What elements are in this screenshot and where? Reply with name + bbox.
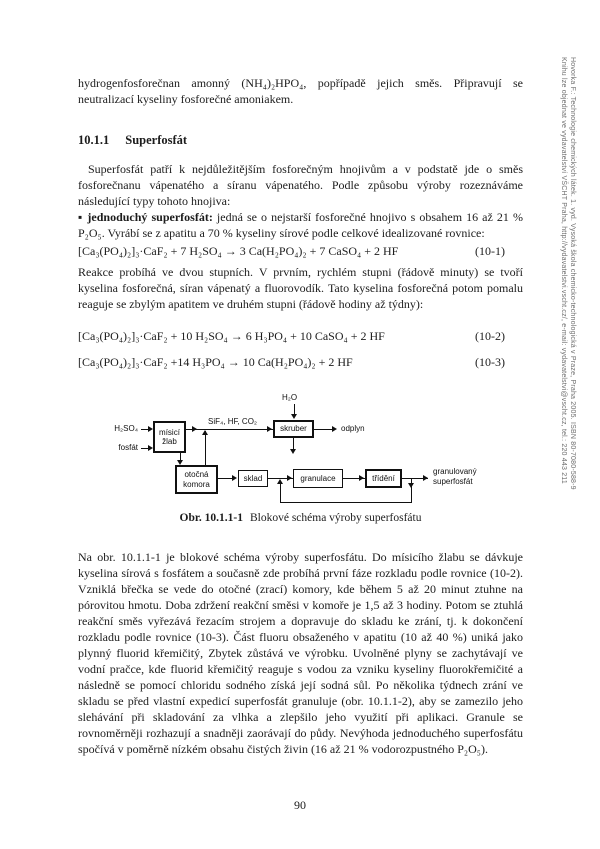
mixer-label-line1: mísicí [159,427,180,437]
gas-line [186,429,273,430]
h2so4-label: H₂SO₄ [114,424,138,433]
storage-label: sklad [243,473,263,483]
intro-paragraph: hydrogenfosforečnan amonný (NH₄)₂HPO₄, popřípadě jejich směs. Připravují se neutralizací kyseliny fosforečné amoniakem. [78,76,523,106]
scrubber-box [273,420,314,438]
equation-number: (10-2) [475,329,505,343]
figure-caption [78,511,523,525]
chamber-label-line2: komora [183,479,210,489]
flow-arrow-right-icon [267,426,272,432]
flow-line [314,429,333,430]
scrubber-label: skruber [280,424,307,434]
equation-number: (10-3) [475,355,505,369]
flow-arrow-down-icon [290,449,296,454]
flow-arrow-up-icon [277,479,283,484]
book-page: hydrogenfosforečnan amonný (NH₄)₂HPO₄, popřípadě jejich směs. Připravují se neutralizací kyseliny fosforečné amoniakem. 10.1.1 Superfosfát Superfosfát patří k nejdůležitějším fosforečným hnojivům a v podstatě jde o směs fosforečnanu vápenatého a síranu vápenatého. Podle způsobu výroby rozeznáváme následující typy tohoto hnojiva: ▪ jednoduchý superfosfát: jedná se o nejstarší fosforečné hnojivo s obsahem 16 až 21 % P₂O₅. Vyrábí se z apatitu a 70 % kyseliny sírové podle celkové idealizované rovnice: [Ca₃(PO₄)₂]₃·CaF₂ + 7 H₂SO₄ → 3 Ca(H₂PO₄)₂ + 7 CaSO₄ + 2 HF (10-1) Reakce probíhá ve dvou stupních. V prvním, rychlém stupni (řádově minuty) se tvoří kyselina fosforečná, síran vápenatý a fluorovodík. Tato kyselina fosforečná potom pomalu reaguje se zbylým apatitem ve druhém stupni (řádově hodiny až týdny): [Ca₃(PO₄)₂]₃·CaF₂ + 10 H₂SO₄ → 6 H₃PO₄ + 10 CaSO₄ + 2 HF (10-2) [Ca₃(PO₄)₂]₃·CaF₂ +14 H₃PO₄ → 10 Ca(H₂PO₄)₂ + 2 HF (10-3) H₂SO₄ fosfát mísicí žlab SiF₄, HF, CO₂ H₂O skruber odplyn otočná komora sklad granulace třídění granulovaný superfosfát Obr. 10.1.1-1 Blokové schéma výroby superfosfátu Na obr. 10.1.1-1 je blokové schéma výroby superfosfátu. Do mísicího žlabu se dávkuje kyselina sírová s fosfátem a současně zde probíhá první fáze rozkladu podle rovnice (10-2). Vzniklá břečka se vede do otočné (zrací) komory, kde během 5 až 20 minut ztuhne na pórovitou hmotu. Doba zdržení reakční směsi v komoře je 1,5 až 3 hodiny. Potom se ztuhlá reakční směs vyřezává řezacím strojem a dopravuje do skladu ke zrání, tj. k dokončení rozkladu podle rovnice (10-3). Část fluoru obsaženého v apatitu (10 až 40 %) uniká jako plynný fluorid křemičitý, Zbytek zůstává ve výrobku. Uvolněné plyny se zachytávají ve vodní pračce, kde fluorid křemičitý reaguje s vodou za vzniku kyseliny fluorokřemičité a následně se pomocí chloridu sodného získá její sodná sůl. Po několika týdnech zrání ve skladu se před vlastní expedicí superfosfát granuluje (obr. 10.1.1-2), aby se zamezilo jeho slehávání při skladování za vlhka a zlepšilo jeho využití při aplikaci. Granule se rovnoměrněji rozhazují a snadněji zaorávají do půdy. Nevýhoda jednoduchého superfosfátu spočívá v poměrně nízkém obsahu čistých živin (16 až 21 % vodorozpustného P₂O₅). 90 Hovorka F.: Technologie chemických látek. 1. vyd. Vysoká škola chemicko-technologická v Praze, Praha 2005. ISBN 80-7080-588-9 Knihu lze objednat ve vydavatelství VŠCHT Praha, http://vydavatelstvi.vscht.cz/, e-mail: vydavatelstvi@vscht.cz, tel.: 220 443 211 [0,0,600,849]
screening-box [365,469,402,488]
h2o-label: H₂O [282,393,298,402]
gas-riser-line [205,431,206,465]
mixer-label-line2: žlab [162,437,177,446]
screening-label: třídění [372,473,395,483]
gas-stream-label: SiF₄, HF, CO₂ [208,417,258,426]
figure-caption-text: Blokové schéma výroby superfosfátu [249,512,422,524]
fosfat-label: fosfát [118,443,138,452]
section-title: Superfosfát [125,133,188,147]
figure-caption-label: Obr. 10.1.1-1 [179,512,243,524]
equation-formula: [Ca₃(PO₄)₂]₃·CaF₂ +14 H₃PO₄ → 10 Ca(H₂PO₄)₂ + 2 HF [78,355,353,369]
equation-number: (10-1) [475,244,505,258]
flow-arrow-down-icon [291,414,297,419]
recycle-line [280,502,412,503]
equation-formula: [Ca₃(PO₄)₂]₃·CaF₂ + 10 H₂SO₄ → 6 H₃PO₄ + 10 CaSO₄ + 2 HF [78,329,385,343]
flow-arrow-right-icon [332,426,337,432]
flow-arrow-up-icon [202,430,208,435]
product-label [433,467,477,486]
chamber-label-line1: otočná [184,470,209,479]
bullet-label: ▪ jednoduchý superfosfát: [78,210,213,224]
flow-arrow-down-icon [408,483,414,488]
recycle-line [280,481,281,503]
product-label-line2: superfosfát [433,476,473,486]
page-number: 90 [294,798,306,812]
bullet-text: jedná se o nejstarší fosforečné hnojivo s obsahem 16 až 21 % P₂O₅. Vyrábí se z apatitu a 70 % kyseliny sírové podle celkové idealizované rovnice: [78,210,523,240]
flow-arrow-right-icon [232,475,237,481]
equation-formula: [Ca₃(PO₄)₂]₃·CaF₂ + 7 H₂SO₄ → 3 Ca(H₂PO₄)₂ + 7 CaSO₄ + 2 HF [78,244,399,258]
flow-arrow-right-icon [359,475,364,481]
flow-arrow-right-icon [287,475,292,481]
flow-arrow-right-icon [192,426,197,432]
section-number: 10.1.1 [78,133,110,147]
storage-box [238,470,268,487]
chamber-box [175,465,218,494]
description-paragraph: Na obr. 10.1.1-1 je blokové schéma výroby superfosfátu. Do mísicího žlabu se dávkuje kyselina sírová s fosfátem a současně zde probíhá první fáze rozkladu podle rovnice (10-2). Vzniklá břečka se vede do otočné (zrací) komory, kde během 5 až 20 minut ztuhne na pórovitou hmotu. Doba zdržení reakční směsi v komoře je 1,5 až 3 hodiny. Potom se ztuhlá reakční směs vyřezává řezacím strojem a dopravuje do skladu ke zrání, tj. k dokončení rozkladu podle rovnice (10-3). Část fluoru obsaženého v apatitu (10 až 40 %) uniká jako plynný fluorid křemičitý, Zbytek zůstává ve výrobku. Uvolněné plyny se zachytávají ve vodní pračce, kde fluorid křemičitý reaguje s vodou za vzniku kyseliny fluorokřemičité a následně se pomocí chloridu sodného získá její sodná sůl. Po několika týdnech zrání ve skladu se před vlastní expedicí superfosfát granuluje (obr. 10.1.1-2), aby se zamezilo jeho slehávání při skladování za vlhka a zlepšilo jeho využití při aplikaci. Granule se rovnoměrněji rozhazují a snadněji zaorávají do půdy. Nevýhoda jednoduchého superfosfátu spočívá v poměrně nízkém obsahu čistých živin (16 až 21 % vodorozpustného P₂O₅). [78,550,523,756]
flow-arrow-right-icon [423,475,428,481]
mixer-box [153,421,186,453]
reaction-paragraph: Reakce probíhá ve dvou stupních. V prvním, rychlém stupni (řádově minuty) se tvoří kyselina fosforečná, síran vápenatý a fluorovodík. Tato kyselina fosforečná potom pomalu reaguje se zbylým apatitem ve druhém stupni (řádově hodiny až týdny): [78,265,523,311]
description-block [78,549,523,757]
granulation-box [293,469,343,488]
product-label-line1: granulovaný [433,467,477,476]
odplyn-label: odplyn [341,424,365,433]
overview-paragraph: Superfosfát patří k nejdůležitějším fosforečným hnojivům a v podstatě jde o směs fosforečnanu vápenatého a síranu vápenatého. Podle způsobu výroby rozeznáváme následující typy tohoto hnojiva: [78,162,523,208]
granulation-label: granulace [300,473,336,483]
